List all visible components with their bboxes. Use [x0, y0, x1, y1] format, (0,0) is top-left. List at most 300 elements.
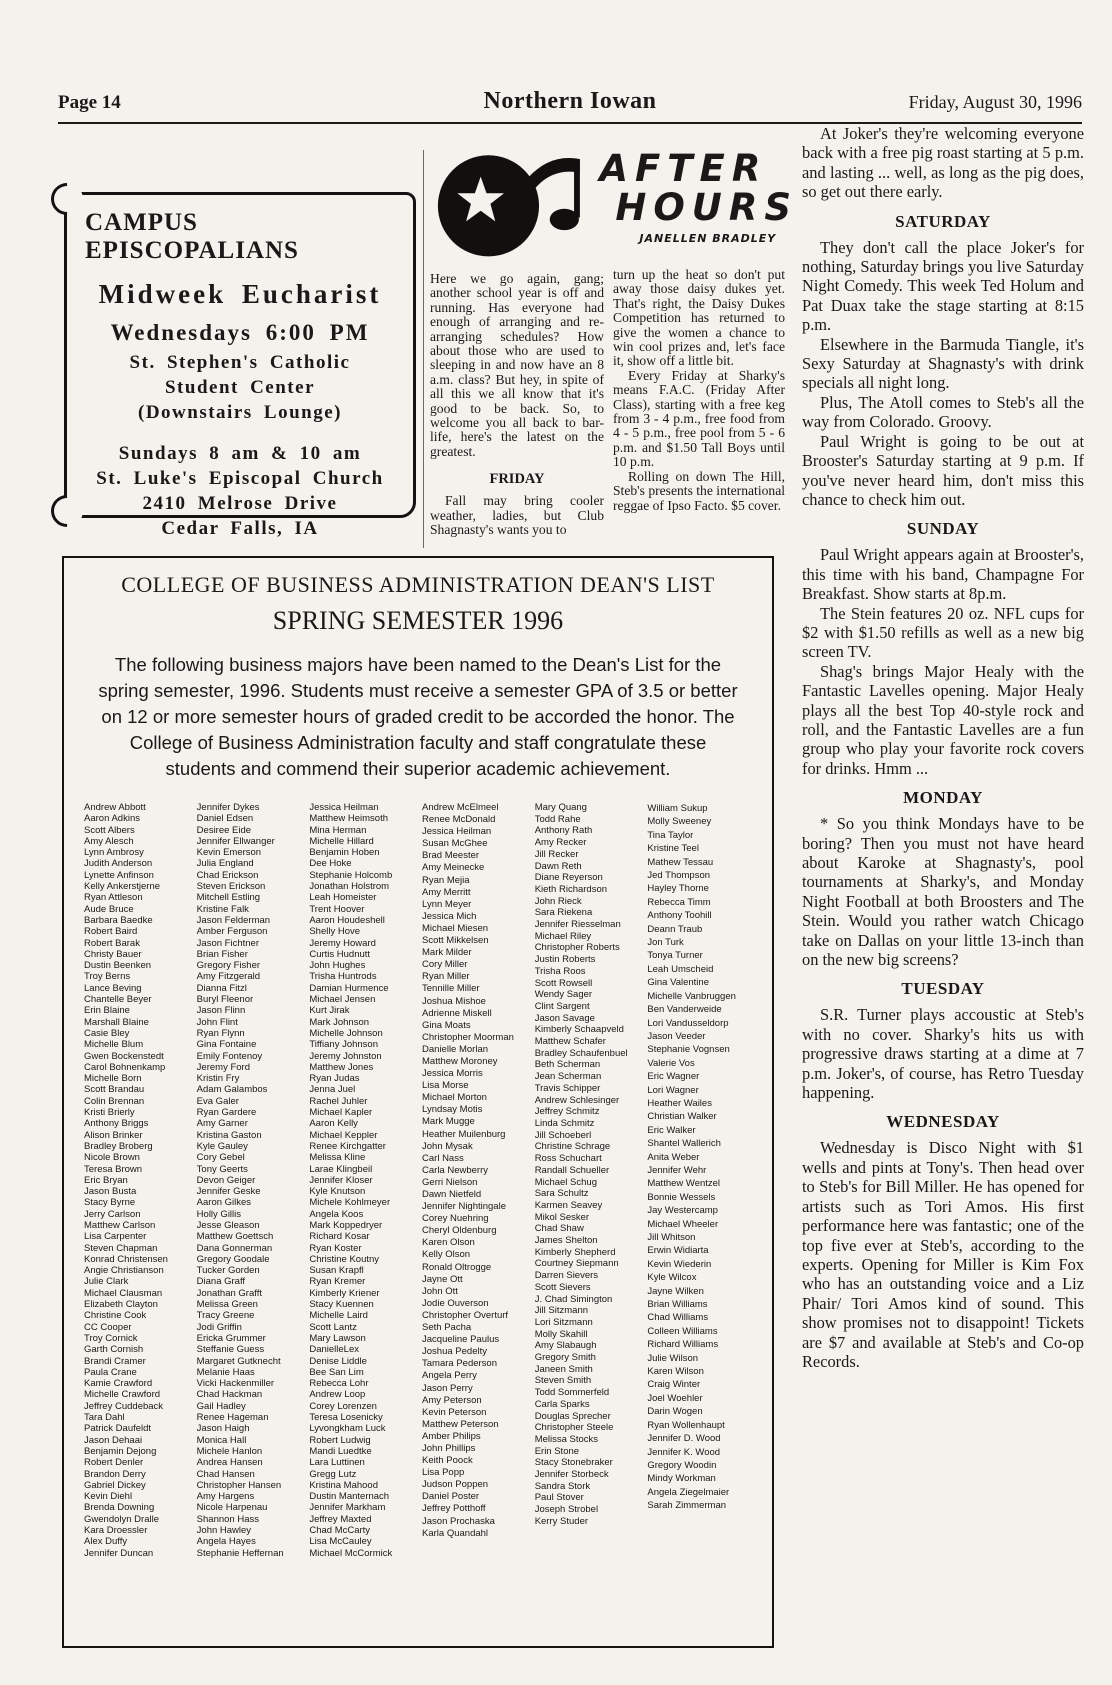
list-item: Stephanie Vognsen	[647, 1044, 730, 1056]
list-item: Tina Taylor	[647, 829, 694, 841]
list-item: Shannon Hass	[196, 1513, 259, 1525]
list-item: Michele Hanlon	[196, 1445, 263, 1457]
list-item: Michael Miesen	[422, 922, 489, 934]
list-item: Gregory Woodin	[647, 1459, 717, 1471]
list-item: Konrad Christensen	[84, 1253, 168, 1265]
list-item: Carol Bohnenkamp	[84, 1061, 166, 1073]
article-paragraph: Paul Wright appears again at Brooster's, this time with his band, Champagne For Breakfast. Show starts at 8p.m.	[802, 545, 1084, 604]
list-item: Daniel Poster	[422, 1491, 480, 1503]
list-item: Kimberly Shepherd	[534, 1246, 616, 1258]
names-column-5	[535, 802, 648, 1559]
list-item: Anthony Toohill	[647, 910, 712, 922]
article-paragraph: S.R. Turner plays accoustic at Steb's with no cover. Sharky's hits us with progressive draws starting at a dime at 7 p.m. Joker's, of course, has Retro Tuesday happening.	[802, 1005, 1084, 1103]
list-item: Kyle Gauley	[196, 1140, 248, 1152]
article-paragraph: Plus, The Atoll comes to Steb's all the way from Colorado. Groovy.	[802, 392, 1084, 432]
list-item: Lori Wagner	[647, 1084, 699, 1096]
list-item: Steffanie Guess	[196, 1344, 265, 1356]
list-item: Kevin Peterson	[422, 1406, 487, 1418]
list-item: Jill Schoeberl	[534, 1129, 592, 1141]
section-heading: FRIDAY	[489, 471, 545, 488]
list-item: Amy Fitzgerald	[196, 971, 261, 983]
list-item: Jason Veeder	[647, 1030, 706, 1042]
list-item: Melissa Stocks	[534, 1433, 599, 1445]
list-item: Jill Recker	[534, 848, 579, 860]
list-item: Dustin Beenken	[84, 960, 152, 972]
list-item: Jeremy Howard	[309, 937, 376, 949]
list-item: Kimberly Schaapveld	[534, 1024, 624, 1036]
list-item: Tara Dahl	[84, 1412, 125, 1424]
list-item: Jayne Wilken	[647, 1285, 704, 1297]
list-item: Amy Alesch	[84, 835, 134, 847]
article-paragraph: They don't call the place Joker's for nothing, Saturday brings you live Saturday Night Comedy. This week Ted Holum and Pat Duax take the stage starting at 8:15 p.m.	[802, 237, 1084, 335]
list-item: Carla Sparks	[534, 1398, 590, 1410]
list-item: Brenda Downing	[84, 1502, 155, 1514]
list-item: Bonnie Wessels	[647, 1191, 716, 1203]
names-column-3	[309, 802, 422, 1559]
list-item: Angela Perry	[422, 1370, 477, 1382]
page-header	[58, 88, 1082, 120]
list-item: John Mysak	[422, 1140, 473, 1152]
column-divider-rule	[423, 150, 424, 548]
list-item: Nicole Harpenau	[196, 1502, 268, 1514]
list-item: Tony Geerts	[196, 1163, 248, 1175]
list-item: Corey Lorenzen	[309, 1400, 377, 1412]
list-item: Margaret Gutknecht	[196, 1355, 281, 1367]
list-item: Tennille Miller	[422, 983, 480, 995]
list-item: Ryan Flynn	[196, 1027, 245, 1039]
list-item: Amber Ferguson	[196, 926, 268, 938]
list-item: Jon Turk	[647, 937, 684, 949]
list-item: Julie Wilson	[647, 1352, 699, 1364]
list-item: Mark Mugge	[422, 1116, 475, 1128]
list-item: Matthew Peterson	[422, 1418, 499, 1430]
list-item: Rebecca Lohr	[309, 1378, 369, 1390]
list-item: Anita Weber	[647, 1151, 700, 1163]
list-item: Gail Hadley	[196, 1400, 246, 1412]
list-item: Kristina Gaston	[196, 1129, 262, 1141]
list-item: Cheryl Oldenburg	[422, 1225, 497, 1237]
list-item: Richard Williams	[647, 1339, 719, 1351]
logo-wordmark	[599, 136, 798, 266]
list-item: Chad Erickson	[196, 869, 259, 881]
list-item: Larae Klingbeil	[309, 1163, 373, 1175]
list-item: Jessica Mich	[422, 910, 477, 922]
list-item: Troy Cornick	[84, 1332, 138, 1344]
list-item: Dianna Fitzl	[196, 982, 247, 994]
list-item: Mathew Tessau	[647, 856, 714, 868]
list-item: Steven Erickson	[196, 881, 266, 893]
list-item: Seth Pacha	[422, 1322, 472, 1334]
ad-service-time: Wednesdays 6:00 PM	[110, 320, 370, 345]
list-item: Chad Hansen	[196, 1468, 255, 1480]
list-item: Devon Geiger	[196, 1174, 256, 1186]
section-heading: WEDNESDAY	[886, 1112, 1000, 1132]
list-item: Ryan Attleson	[84, 892, 143, 904]
list-item: Andrew Schlesinger	[534, 1094, 620, 1106]
list-item: Jessica Heilman	[309, 802, 379, 813]
list-item: Dawn Nietfeld	[422, 1189, 482, 1200]
list-item: Aaron Houdeshell	[309, 914, 385, 926]
list-item: Dana Gonnerman	[196, 1242, 273, 1254]
list-item: Jason Savage	[534, 1012, 595, 1024]
list-item: Ryan Wollenhaupt	[647, 1419, 725, 1431]
music-note-icon	[434, 136, 597, 264]
list-item: Michael Morton	[422, 1092, 487, 1104]
list-item: Jennifer Riesselman	[534, 919, 621, 931]
list-item: Michael Schug	[534, 1176, 597, 1188]
list-item: Desiree Eide	[196, 824, 252, 836]
list-item: Stacy Stonebraker	[534, 1457, 613, 1469]
list-item: Jennifer D. Wood	[647, 1433, 721, 1445]
list-item: Molly Sweeney	[647, 816, 712, 828]
list-item: Jessica Heilman	[422, 826, 492, 838]
church-ad	[64, 192, 416, 539]
list-item: John Hawley	[196, 1525, 252, 1536]
list-item: Patrick Daufeldt	[84, 1423, 152, 1435]
list-item: Karen Wilson	[647, 1366, 704, 1378]
list-item: Lyvongkham Luck	[309, 1423, 386, 1435]
deans-list-intro: The following business majors have been named to the Dean's List for the spring semester, 1996. Students must receive a semester GPA of 3.5 or better on 12 or more semester hours of graded credit to be accorded the honor. The College of Business Administration faculty and staff congratulate these students and commend their superior academic achievement.	[98, 654, 738, 779]
deans-list-subtitle: SPRING SEMESTER 1996	[272, 606, 564, 635]
list-item: Ryan Judas	[309, 1073, 360, 1085]
list-item: Shelly Hove	[309, 926, 361, 938]
article-paragraph: At Joker's they're welcoming everyone back with a free pig roast starting at 5 p.m. and lasting ... well, as long as the pig does, so get out there early.	[802, 124, 1084, 202]
list-item: Michelle Vanbruggen	[647, 990, 736, 1002]
article-paragraph: Shag's brings Major Healy with the Fantastic Lavelles opening. Major Healy plays all the best Top 40-style rock and roll, and the Fantastic Lavelles are a fun group who play your favorite rock covers for drinks. Hmm ...	[802, 661, 1084, 778]
list-item: Trent Hoover	[309, 903, 365, 915]
list-item: Eric Walker	[647, 1124, 696, 1136]
list-item: DanielleLex	[309, 1344, 359, 1356]
list-item: CC Cooper	[84, 1321, 132, 1333]
list-item: John Rieck	[534, 895, 582, 907]
list-item: Amy Slabaugh	[534, 1340, 597, 1352]
list-item: Anthony Rath	[534, 825, 593, 837]
list-item: Janeen Smith	[534, 1363, 593, 1375]
list-item: Bee San Lim	[309, 1366, 364, 1378]
list-item: Robert Denler	[84, 1457, 144, 1469]
article-paragraph: Elsewhere in the Barmuda Tiangle, it's Sexy Saturday at Shagnasty's with drink specials all night long.	[802, 334, 1084, 393]
list-item: Jerry Carlson	[84, 1208, 141, 1220]
list-item: Angie Christianson	[84, 1265, 164, 1277]
list-item: Wendy Sager	[534, 989, 593, 1001]
list-item: Rachel Juhler	[309, 1095, 368, 1107]
list-item: Joshua Mishoe	[422, 995, 486, 1007]
after-hours-logo	[434, 136, 798, 266]
list-item: Christopher Moorman	[422, 1031, 514, 1043]
list-item: Michelle Johnson	[309, 1027, 383, 1039]
list-item: Linda Schmitz	[534, 1117, 595, 1129]
list-item: Jayne Ott	[422, 1273, 463, 1285]
list-item: Jennifer Nightingale	[422, 1201, 506, 1213]
list-item: Damian Hurmence	[309, 982, 389, 994]
list-item: Darren Sievers	[534, 1270, 599, 1282]
list-item: Christopher Roberts	[534, 942, 620, 954]
list-item: Barbara Baedke	[84, 914, 153, 926]
list-item: Teresa Brown	[84, 1163, 143, 1175]
list-item: Trisha Roos	[534, 965, 586, 977]
list-item: Tiffiany Johnson	[309, 1039, 378, 1051]
list-item: Mark Milder	[422, 947, 472, 959]
list-item: Benjamin Hoben	[309, 847, 380, 859]
list-item: Kelly Ankerstjerne	[84, 881, 161, 893]
list-item: Chad Williams	[647, 1312, 709, 1324]
list-item: Scott Rowsell	[534, 977, 593, 989]
list-item: Brandon Derry	[84, 1468, 146, 1480]
list-item: Sara Riekena	[534, 907, 593, 919]
deans-list-box	[62, 556, 774, 1648]
list-item: Marshall Blaine	[84, 1016, 149, 1028]
list-item: Jason Prochaska	[422, 1515, 495, 1527]
list-item: Renee McDonald	[422, 814, 496, 826]
list-item: Brad Meester	[422, 850, 480, 862]
list-item: Kieth Richardson	[534, 883, 608, 895]
list-item: John Hughes	[309, 960, 366, 972]
list-item: Matthew Jones	[309, 1061, 374, 1073]
list-item: Christian Walker	[647, 1111, 717, 1123]
list-item: Tamara Pederson	[422, 1358, 497, 1370]
list-item: Karla Quandahl	[422, 1527, 489, 1539]
list-item: Ross Schuchart	[534, 1153, 602, 1165]
list-item: Emily Fontenoy	[196, 1050, 263, 1062]
list-item: Dee Hoke	[309, 858, 352, 870]
column-byline: JANELLEN BRADLEY	[639, 232, 777, 245]
list-item: Alex Duffy	[84, 1536, 128, 1548]
list-item: 2410 Melrose Drive	[142, 493, 338, 514]
list-item: Matthew Carlson	[84, 1219, 156, 1231]
names-column-4	[422, 802, 535, 1559]
list-item: Scott Albers	[84, 824, 135, 836]
list-item: Melissa Kline	[309, 1152, 366, 1164]
list-item: Kristin Fry	[196, 1073, 240, 1085]
list-item: Michelle Born	[84, 1073, 142, 1085]
list-item: Holly Gillis	[196, 1208, 242, 1220]
list-item: Heather Muilenburg	[422, 1128, 506, 1140]
list-item: Joseph Strobel	[534, 1504, 599, 1516]
page-number: Page 14	[58, 92, 121, 113]
list-item: Jonathan Holstrom	[309, 881, 390, 893]
list-item: Daniel Edsen	[196, 813, 254, 825]
list-item: Gabriel Dickey	[84, 1479, 146, 1491]
list-item: Michelle Laird	[309, 1310, 368, 1322]
list-item: J. Chad Simington	[534, 1293, 613, 1305]
list-item: Scott Sievers	[534, 1281, 591, 1293]
list-item: Matthew Schafer	[534, 1036, 606, 1048]
list-item: Kristina Mahood	[309, 1479, 378, 1491]
list-item: Jacqueline Paulus	[422, 1334, 500, 1346]
list-item: Ryan Kremer	[309, 1276, 366, 1288]
list-item: Vicki Hackenmiller	[196, 1378, 275, 1390]
list-item: Kamie Crawford	[84, 1378, 153, 1390]
list-item: Gina Fontaine	[196, 1039, 257, 1051]
list-item: Robert Baird	[84, 926, 138, 938]
list-item: Michelle Blum	[84, 1039, 144, 1051]
list-item: Jennifer K. Wood	[647, 1446, 721, 1458]
article-paragraph: Here we go again, gang; another school year is off and running. Has everyone had enough of arranging and re-arranging schedules? How about those who are used to sleeping in and now have an 8 a.m. class? But hey, in spite of all this we all know that it's good to be back. So, to welcome you all back to bar-life, here's the latest on the greatest.	[430, 271, 604, 459]
list-item: Aaron Adkins	[84, 813, 140, 825]
list-item: Beth Scherman	[534, 1059, 601, 1071]
list-item: Amber Philips	[422, 1430, 481, 1442]
article-column-1	[430, 272, 604, 538]
list-item: Chad Hackman	[196, 1389, 263, 1401]
list-item: Renee Hageman	[196, 1412, 269, 1424]
list-item: Ryan Mejia	[422, 874, 470, 886]
list-item: Susan McGhee	[422, 838, 488, 850]
list-item: Jennifer Storbeck	[534, 1469, 609, 1481]
list-item: Christopher Steele	[534, 1422, 614, 1434]
deans-list-names	[64, 782, 772, 1559]
ad-location-lines	[83, 350, 397, 425]
article-paragraph: Every Friday at Sharky's means F.A.C. (Friday After Class), starting with a free keg from 3 - 4 p.m., free food from 4 - 5 p.m., free pool from 5 - 6 p.m. and $1.50 Tall Boys until 10 p.m.	[613, 367, 785, 470]
list-item: Eva Galer	[196, 1095, 239, 1107]
list-item: Christine Koutny	[309, 1253, 380, 1265]
list-item: Diana Graff	[196, 1276, 246, 1288]
list-item: Matthew Heimsoth	[309, 813, 389, 825]
list-item: Jeffrey Potthoff	[422, 1503, 486, 1515]
list-item: Lisa Popp	[422, 1467, 465, 1479]
list-item: Kyle Wilcox	[647, 1272, 697, 1284]
list-item: Lyndsay Motis	[422, 1104, 483, 1116]
list-item: Mary Quang	[534, 802, 587, 813]
list-item: Judith Anderson	[84, 858, 153, 870]
list-item: Trisha Huntrods	[309, 971, 377, 983]
list-item: Jeffrey Cuddeback	[84, 1400, 164, 1412]
list-item: Kristine Falk	[196, 903, 249, 915]
list-item: Mandi Luedtke	[309, 1445, 372, 1457]
list-item: Christopher Hansen	[196, 1479, 282, 1491]
list-item: Amy Hargens	[196, 1491, 255, 1503]
list-item: Gwendolyn Dralle	[84, 1513, 159, 1525]
list-item: Jason Flinn	[196, 1005, 246, 1017]
list-item: Chantelle Beyer	[84, 994, 152, 1006]
list-item: Kyle Knutson	[309, 1186, 366, 1198]
list-item: Brandi Cramer	[84, 1355, 146, 1367]
list-item: Dawn Reth	[534, 860, 582, 872]
list-item: Karmen Seavey	[534, 1199, 603, 1211]
list-item: Jason Haigh	[196, 1423, 250, 1435]
list-item: Ryan Gardere	[196, 1107, 257, 1119]
list-item: Scott Brandau	[84, 1084, 145, 1096]
list-item: Lance Beving	[84, 982, 142, 994]
list-item: Stacy Byrne	[84, 1197, 136, 1209]
list-item: Jeffrey Schmitz	[534, 1106, 600, 1118]
list-item: Susan Krapfl	[309, 1265, 364, 1277]
list-item: St. Stephen's Catholic	[129, 352, 351, 373]
list-item: Jonathan Grafft	[196, 1287, 262, 1299]
list-item: Douglas Sprecher	[534, 1410, 611, 1422]
list-item: Todd Rahe	[534, 813, 581, 825]
article-paragraph: Wednesday is Disco Night with $1 wells and pints at Tony's. Then head over to Steb's for Bill Miller. He has opened for artists such as Tori Amos. His first performance here was fantastic; one of the top five ever at Steb's, according to the experts. Opening for Miller is Kim Fox who has an outstanding voice and a Liz Phair/ Tori Amos kind of sound. This show promises not to disappoint! Tickets are $7 and available at Steb's and Co-op Records.	[802, 1138, 1084, 1371]
list-item: Brian Fisher	[196, 948, 248, 960]
list-item: Hayley Thorne	[647, 883, 709, 895]
names-column-6	[647, 802, 760, 1559]
list-item: Adrienne Miskell	[422, 1007, 492, 1019]
list-item: John Flint	[196, 1016, 238, 1028]
list-item: Andrew Loop	[309, 1389, 366, 1401]
list-item: Eric Bryan	[84, 1174, 128, 1186]
list-item: Richard Kosar	[309, 1231, 370, 1243]
list-item: Robert Ludwig	[309, 1434, 371, 1446]
masthead-title: Northern Iowan	[483, 88, 657, 114]
list-item: Gregory Goodale	[196, 1253, 270, 1265]
list-item: Jennifer Wehr	[647, 1164, 707, 1176]
list-item: Carl Nass	[422, 1152, 464, 1164]
list-item: Bradley Schaufenbuel	[534, 1047, 628, 1059]
list-item: Lynn Ambrosy	[84, 847, 144, 859]
list-item: Kimberly Kriener	[309, 1287, 380, 1299]
list-item: Chad Shaw	[534, 1223, 584, 1235]
list-item: Troy Berns	[84, 971, 131, 983]
list-item: Michael Jensen	[309, 994, 376, 1006]
article-paragraph: turn up the heat so don't put away those daisy dukes yet. That's right, the Daisy Dukes Competition has returned to give the women a chance to win cool prizes and, let's face it, show off a little bit.	[613, 267, 785, 369]
list-item: Paul Stover	[534, 1492, 584, 1504]
list-item: Colleen Williams	[647, 1325, 718, 1337]
list-item: Judson Poppen	[422, 1479, 489, 1491]
deans-list-title: COLLEGE OF BUSINESS ADMINISTRATION DEAN'S LIST	[121, 572, 715, 597]
list-item: Leah Homeister	[309, 892, 377, 904]
list-item: Colin Brennan	[84, 1095, 145, 1107]
list-item: Christopher Overturf	[422, 1309, 509, 1321]
list-item: Jessica Morris	[422, 1068, 483, 1080]
list-item: Mark Johnson	[309, 1016, 370, 1028]
list-item: Alison Brinker	[84, 1129, 143, 1141]
list-item: Lori Vandusseldorp	[647, 1017, 729, 1029]
list-item: Kevin Wiederin	[647, 1258, 712, 1270]
list-item: Cory Miller	[422, 959, 468, 971]
list-item: Aaron Gilkes	[196, 1197, 252, 1209]
list-item: Andrea Hansen	[196, 1457, 263, 1469]
logo-text-hours: HOURS	[615, 186, 798, 229]
list-item: Nicole Brown	[84, 1152, 140, 1164]
list-item: Jennifer Ellwanger	[196, 835, 275, 847]
article-paragraph: Fall may bring cooler weather, ladies, but Club Shagnasty's wants you to	[430, 493, 604, 538]
list-item: Michelle Hillard	[309, 835, 374, 847]
list-item: Christine Schrage	[534, 1141, 611, 1153]
list-item: Leah Umscheid	[647, 963, 714, 975]
list-item: Ryan Koster	[309, 1242, 362, 1254]
list-item: Teresa Losenicky	[309, 1412, 383, 1424]
list-item: Carla Newberry	[422, 1164, 489, 1176]
list-item: Kristi Brierly	[84, 1107, 135, 1119]
list-item: Darin Wogen	[647, 1406, 703, 1418]
list-item: Steven Smith	[534, 1375, 592, 1387]
list-item: Jason Busta	[84, 1186, 137, 1198]
ad-sunday-lines	[83, 441, 397, 541]
list-item: Kevin Diehl	[84, 1491, 133, 1503]
list-item: Ericka Grummer	[196, 1332, 266, 1344]
list-item: Mark Koppedryer	[309, 1219, 383, 1231]
list-item: Gregory Fisher	[196, 960, 261, 972]
list-item: Amy Merritt	[422, 886, 471, 898]
list-item: Jenna Juel	[309, 1084, 356, 1096]
list-item: Amy Garner	[196, 1118, 248, 1130]
list-item: Curtis Hudnutt	[309, 948, 371, 960]
list-item: (Downstairs Lounge)	[138, 402, 342, 423]
list-item: Karen Olson	[422, 1237, 475, 1249]
list-item: Julie Clark	[84, 1276, 129, 1288]
list-item: Amy Peterson	[422, 1394, 482, 1406]
section-heading: SUNDAY	[906, 519, 980, 539]
list-item: Monica Hall	[196, 1434, 247, 1446]
list-item: Joel Woehler	[647, 1392, 703, 1404]
list-item: Cedar Falls, IA	[161, 518, 319, 539]
list-item: Gina Valentine	[647, 977, 709, 989]
list-item: Denise Liddle	[309, 1355, 367, 1367]
list-item: Mitchell Estling	[196, 892, 261, 904]
list-item: Mikol Sesker	[534, 1211, 590, 1223]
list-item: Clint Sargent	[534, 1000, 590, 1012]
list-item: Brian Williams	[647, 1299, 708, 1311]
list-item: Paula Crane	[84, 1366, 137, 1378]
